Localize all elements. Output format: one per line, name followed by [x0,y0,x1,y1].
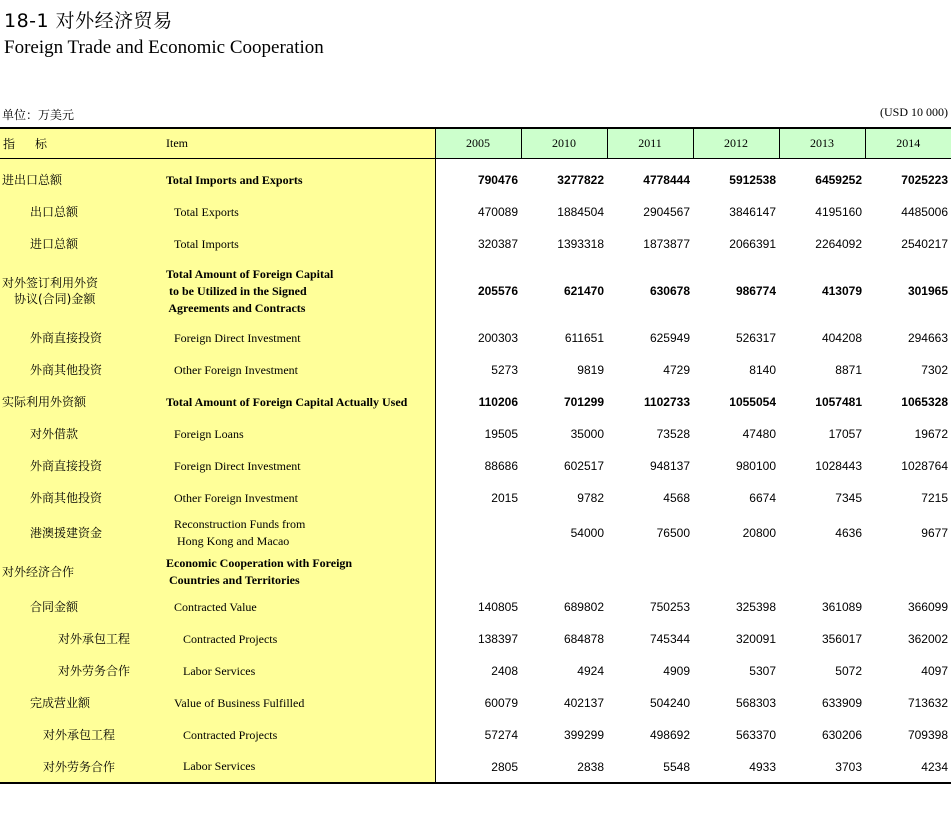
cell-value-2012: 6674 [749,491,776,505]
table-row [0,655,951,687]
table-row [0,196,951,228]
cell-value-2012: 526317 [735,331,776,345]
header-year: 2013 [779,128,865,158]
cell-value-2011: 1873877 [643,237,690,251]
cell-value-2010: 2838 [521,751,607,783]
cell-value-2013: 413079 [821,284,862,298]
cell-value-2013: 356017 [821,632,862,646]
cell-value-2010: 35000 [570,427,604,441]
table-row [0,228,951,260]
cell-value-2005: 140805 [477,600,518,614]
cell-value-2013: 630206 [821,728,862,742]
cell-value-2005: 19505 [484,427,518,441]
row-label-en: Contracted Value [163,591,435,623]
cell-value-2013: 3703 [779,751,865,783]
cell-value-2014: 7302 [921,363,948,377]
cell-value-2013 [779,552,865,591]
cell-value-2011: 630678 [649,284,690,298]
cell-value-2005: 200303 [477,331,518,345]
cell-value-2012: 325398 [735,600,776,614]
cell-value-2014: 4234 [865,751,951,783]
header-year: 2011 [607,128,693,158]
cell-value-2010: 701299 [563,395,604,409]
row-label-en: Other Foreign Investment [163,482,435,514]
table-row [0,260,951,322]
row-label-en: Total Amount of Foreign Capital to be Utilized in the Signed Agreements and Contracts [163,260,435,322]
unit-label-en: (USD 10 000) [880,105,948,119]
header-year: 2010 [521,128,607,158]
row-label-cn: 出口总额 [0,196,163,228]
row-label-cn: 合同金额 [0,591,163,623]
cell-value-2010: 611651 [564,331,604,345]
cell-value-2013: 361089 [821,600,862,614]
cell-value-2013: 4636 [835,526,862,540]
cell-value-2014: 362002 [907,632,948,646]
cell-value-2005: 138397 [477,632,518,646]
cell-value-2011: 4778444 [643,173,690,187]
cell-value-2010: 3277822 [557,173,604,187]
cell-value-2010: 54000 [570,526,604,540]
header-item: Item [163,128,435,158]
cell-value-2013: 8871 [835,363,862,377]
row-label-en: Foreign Direct Investment [163,450,435,482]
table-row [0,687,951,719]
cell-value-2012: 1055054 [729,395,776,409]
row-label-en: Contracted Projects [163,623,435,655]
cell-value-2010: 684878 [563,632,604,646]
cell-value-2010: 1884504 [557,205,604,219]
cell-value-2005 [435,552,521,591]
cell-value-2014: 366099 [907,600,948,614]
cell-value-2014: 1028764 [901,459,948,473]
cell-value-2010: 402137 [563,696,604,710]
row-label-en: Labor Services [163,751,435,783]
row-label-en: Total Imports [163,228,435,260]
cell-value-2011: 2904567 [643,205,690,219]
table-row [0,386,951,418]
cell-value-2011: 5548 [607,751,693,783]
cell-value-2013: 1057481 [815,395,862,409]
cell-value-2011: 4909 [663,664,690,678]
row-label-en: Other Foreign Investment [163,354,435,386]
cell-value-2012: 568303 [735,696,776,710]
cell-value-2012: 5307 [749,664,776,678]
row-label-cn: 外商其他投资 [0,354,163,386]
header-year: 2012 [693,128,779,158]
cell-value-2013: 404208 [821,331,862,345]
cell-value-2010: 621470 [563,284,604,298]
cell-value-2010: 9819 [577,363,604,377]
cell-value-2014: 1065328 [901,395,948,409]
header-indicator: 指 标 [0,128,163,158]
cell-value-2014: 4097 [921,664,948,678]
row-label-cn: 对外签订利用外资 协议(合同)金额 [0,260,163,322]
cell-value-2012: 47480 [742,427,776,441]
row-label-cn: 完成营业额 [0,687,163,719]
page-title-cn: 18-1 对外经济贸易 [4,10,173,32]
row-label-en: Total Exports [163,196,435,228]
cell-value-2005: 57274 [484,728,518,742]
cell-value-2005: 88686 [484,459,518,473]
cell-value-2011: 1102733 [643,395,690,409]
cell-value-2014: 9677 [921,526,948,540]
cell-value-2011: 498692 [649,728,690,742]
cell-value-2011: 504240 [649,696,690,710]
table-row [0,623,951,655]
cell-value-2005: 2408 [491,664,518,678]
row-label-en: Total Imports and Exports [163,164,435,196]
table-row [0,482,951,514]
row-label-cn: 实际利用外资额 [0,386,163,418]
header-year: 2014 [865,128,951,158]
cell-value-2012: 20800 [742,526,776,540]
row-label-en: Total Amount of Foreign Capital Actually Used [163,386,435,418]
cell-value-2013: 1028443 [815,459,862,473]
cell-value-2014: 709398 [907,728,948,742]
row-label-cn: 对外经济合作 [0,552,163,591]
cell-value-2005: 110206 [478,395,518,409]
cell-value-2005: 205576 [477,284,518,298]
row-label-cn: 对外劳务合作 [0,655,163,687]
cell-value-2012: 986774 [735,284,776,298]
cell-value-2013: 4195160 [815,205,862,219]
row-label-cn: 外商直接投资 [0,450,163,482]
cell-value-2011: 4729 [663,363,690,377]
cell-value-2005: 470089 [477,205,518,219]
cell-value-2005 [435,514,521,552]
row-label-en: Labor Services [163,655,435,687]
table-row [0,164,951,196]
cell-value-2014: 301965 [907,284,948,298]
page-title-en: Foreign Trade and Economic Cooperation [4,37,324,58]
table-row [0,719,951,751]
cell-value-2010 [521,552,607,591]
cell-value-2010: 602517 [563,459,604,473]
cell-value-2010: 9782 [577,491,604,505]
cell-value-2013: 17057 [828,427,862,441]
row-label-en: Economic Cooperation with Foreign Countries and Territories [163,552,435,591]
cell-value-2014: 7215 [921,491,948,505]
row-label-cn: 进口总额 [0,228,163,260]
cell-value-2010: 689802 [563,600,604,614]
unit-label-cn: 单位：万美元 [2,108,75,122]
cell-value-2011: 745344 [649,632,690,646]
row-label-cn: 对外承包工程 [0,719,163,751]
cell-value-2011: 625949 [649,331,690,345]
cell-value-2014: 294663 [907,331,948,345]
cell-value-2011: 73528 [656,427,690,441]
cell-value-2013: 7345 [835,491,862,505]
cell-value-2011 [607,552,693,591]
cell-value-2011: 4568 [663,491,690,505]
cell-value-2012: 563370 [735,728,776,742]
cell-value-2014: 713632 [907,696,948,710]
row-label-cn: 对外借款 [0,418,163,450]
row-label-en: Foreign Loans [163,418,435,450]
header-year: 2005 [435,128,521,158]
cell-value-2005: 790476 [477,173,518,187]
cell-value-2014: 4485006 [901,205,948,219]
cell-value-2010: 399299 [563,728,604,742]
cell-value-2014: 2540217 [901,237,948,251]
cell-value-2013: 5072 [835,664,862,678]
row-label-cn: 外商直接投资 [0,322,163,354]
cell-value-2012: 4933 [693,751,779,783]
cell-value-2005: 60079 [484,696,518,710]
table-row [0,322,951,354]
table-row [0,450,951,482]
cell-value-2014: 7025223 [901,173,948,187]
cell-value-2014 [865,552,951,591]
cell-value-2011: 750253 [649,600,690,614]
table-row [0,354,951,386]
cell-value-2013: 2264092 [815,237,862,251]
cell-value-2012: 5912538 [729,173,776,187]
cell-value-2010: 4924 [577,664,604,678]
cell-value-2012 [693,552,779,591]
cell-value-2005: 5273 [491,363,518,377]
cell-value-2011: 76500 [656,526,690,540]
cell-value-2012: 320091 [735,632,776,646]
row-label-cn: 对外承包工程 [0,623,163,655]
table-row [0,751,951,783]
cell-value-2012: 8140 [749,363,776,377]
row-label-en: Value of Business Fulfilled [163,687,435,719]
cell-value-2014: 19672 [914,427,948,441]
row-label-cn: 外商其他投资 [0,482,163,514]
table-row [0,591,951,623]
row-label-en: Foreign Direct Investment [163,322,435,354]
row-label-en: Contracted Projects [163,719,435,751]
cell-value-2010: 1393318 [557,237,604,251]
table-row [0,552,951,591]
cell-value-2012: 2066391 [729,237,776,251]
cell-value-2012: 980100 [735,459,776,473]
cell-value-2011: 948137 [649,459,690,473]
cell-value-2012: 3846147 [729,205,776,219]
foreign-trade-table [0,127,951,784]
table-row [0,418,951,450]
table-row [0,514,951,552]
cell-value-2005: 2015 [491,491,518,505]
cell-value-2013: 6459252 [815,173,862,187]
cell-value-2013: 633909 [821,696,862,710]
cell-value-2005: 320387 [477,237,518,251]
row-label-cn: 进出口总额 [0,164,163,196]
row-label-en: Reconstruction Funds from Hong Kong and Macao [163,514,435,552]
table-header-row [0,128,951,158]
row-label-cn: 对外劳务合作 [0,751,163,783]
cell-value-2005: 2805 [435,751,521,783]
row-label-cn: 港澳援建资金 [0,514,163,552]
